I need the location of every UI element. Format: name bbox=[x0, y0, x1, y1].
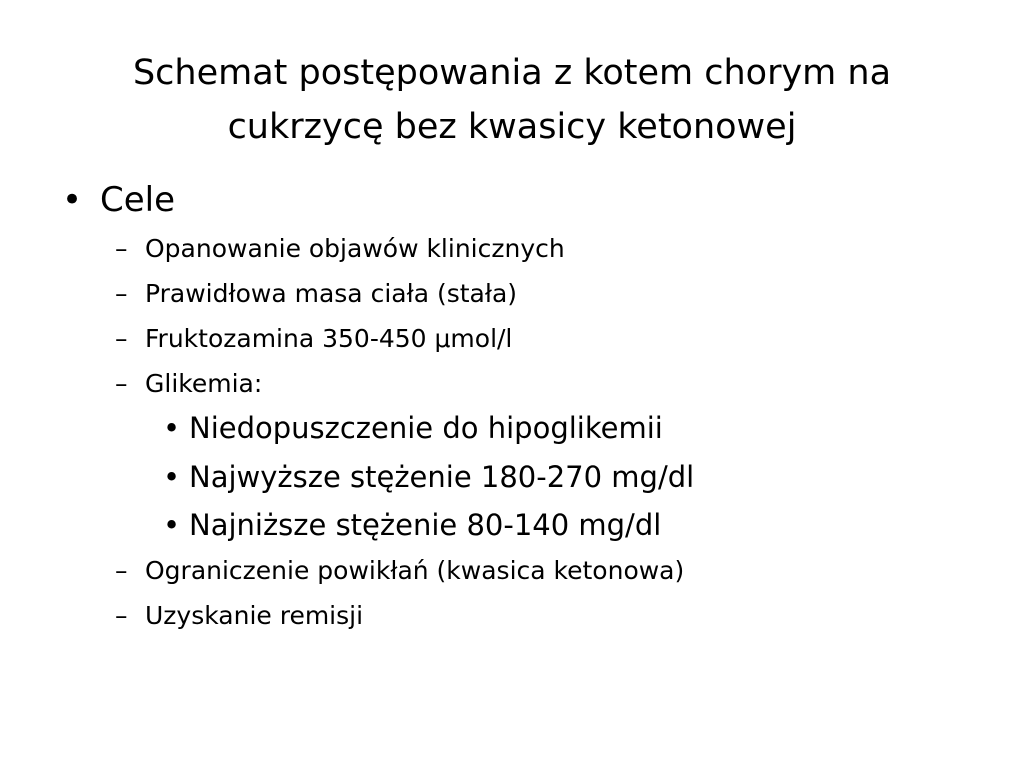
bullet-marker-level3: • bbox=[163, 508, 181, 542]
list-item-text: Opanowanie objawów klinicznych bbox=[145, 234, 565, 263]
dash-marker: – bbox=[115, 601, 128, 630]
list-item-text: Glikemia: bbox=[145, 369, 263, 398]
dash-marker: – bbox=[115, 556, 128, 585]
list-item-text: Niedopuszczenie do hipoglikemii bbox=[189, 411, 663, 445]
dash-marker: – bbox=[115, 369, 128, 398]
bullet-marker-level1: • bbox=[62, 180, 83, 220]
list-item-text: Ograniczenie powikłań (kwasica ketonowa) bbox=[145, 556, 685, 585]
slide-title-line-2: cukrzycę bez kwasicy ketonowej bbox=[227, 107, 797, 147]
bullet-marker-level3: • bbox=[163, 460, 181, 494]
list-item-text: Najniższe stężenie 80-140 mg/dl bbox=[189, 508, 662, 542]
slide-title-line-1: Schemat postępowania z kotem chorym na bbox=[132, 53, 892, 93]
list-item-text: Prawidłowa masa ciała (stała) bbox=[145, 279, 518, 308]
list-item-text: Fruktozamina 350-450 μmol/l bbox=[145, 324, 513, 353]
dash-marker: – bbox=[115, 324, 128, 353]
list-item-text: Uzyskanie remisji bbox=[145, 601, 364, 630]
slide-title bbox=[60, 46, 964, 154]
dash-marker: – bbox=[115, 279, 128, 308]
list-item-text: Najwyższe stężenie 180-270 mg/dl bbox=[189, 460, 695, 494]
dash-marker: – bbox=[115, 234, 128, 263]
bullet-text-cele: Cele bbox=[100, 180, 176, 220]
bullet-marker-level3: • bbox=[163, 411, 181, 445]
